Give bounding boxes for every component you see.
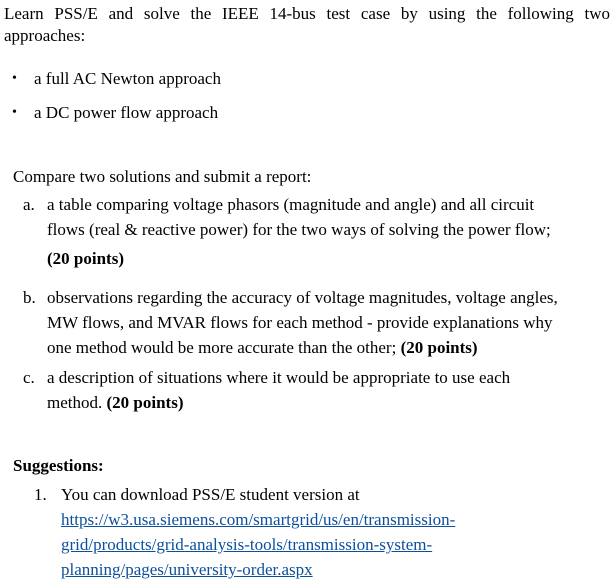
task-text: one method would be more accurate than the other;: [47, 338, 397, 357]
task-marker: c.: [23, 368, 35, 387]
bullet-icon: •: [12, 105, 17, 120]
task-body: [47, 365, 611, 415]
approach-ac-newton: a full AC Newton approach: [34, 69, 221, 88]
task-points: (20 points): [400, 338, 478, 357]
suggestion-text: You can download PSS/E student version at: [61, 485, 360, 504]
task-marker: b.: [23, 288, 36, 307]
task-line: observations regarding the accuracy of voltage magnitudes, voltage angles,: [47, 288, 558, 307]
approach-dc-power-flow: a DC power flow approach: [34, 103, 219, 122]
bullet-icon: •: [12, 71, 17, 86]
task-points: (20 points): [106, 393, 184, 412]
task-text: method.: [47, 393, 103, 412]
task-line: [47, 390, 611, 415]
compare-instructions: Compare two solutions and submit a report:: [13, 167, 312, 186]
suggestion-marker: 1.: [34, 485, 47, 504]
task-line: MW flows, and MVAR flows for each method - provide explanations why: [47, 313, 553, 332]
task-line: flows (real & reactive power) for the two ways of solving the power flow;: [47, 220, 551, 239]
task-marker: a.: [23, 195, 35, 214]
task-body: [47, 285, 611, 360]
download-link[interactable]: https://w3.usa.siemens.com/smartgrid/us/en/transmission-: [61, 510, 456, 529]
task-points: (20 points): [47, 249, 124, 268]
download-link[interactable]: grid/products/grid-analysis-tools/transmission-system-: [61, 535, 433, 554]
intro-paragraph: Learn PSS/E and solve the IEEE 14-bus test case by using the following two approaches:: [4, 4, 610, 45]
task-line: [47, 335, 611, 360]
task-line: a description of situations where it would be appropriate to use each: [47, 368, 511, 387]
task-body: [47, 192, 611, 271]
download-link[interactable]: planning/pages/university-order.aspx: [61, 560, 313, 579]
suggestions-heading: Suggestions:: [13, 456, 104, 475]
suggestion-body: [61, 482, 611, 582]
task-line: a table comparing voltage phasors (magnitude and angle) and all circuit: [47, 195, 535, 214]
